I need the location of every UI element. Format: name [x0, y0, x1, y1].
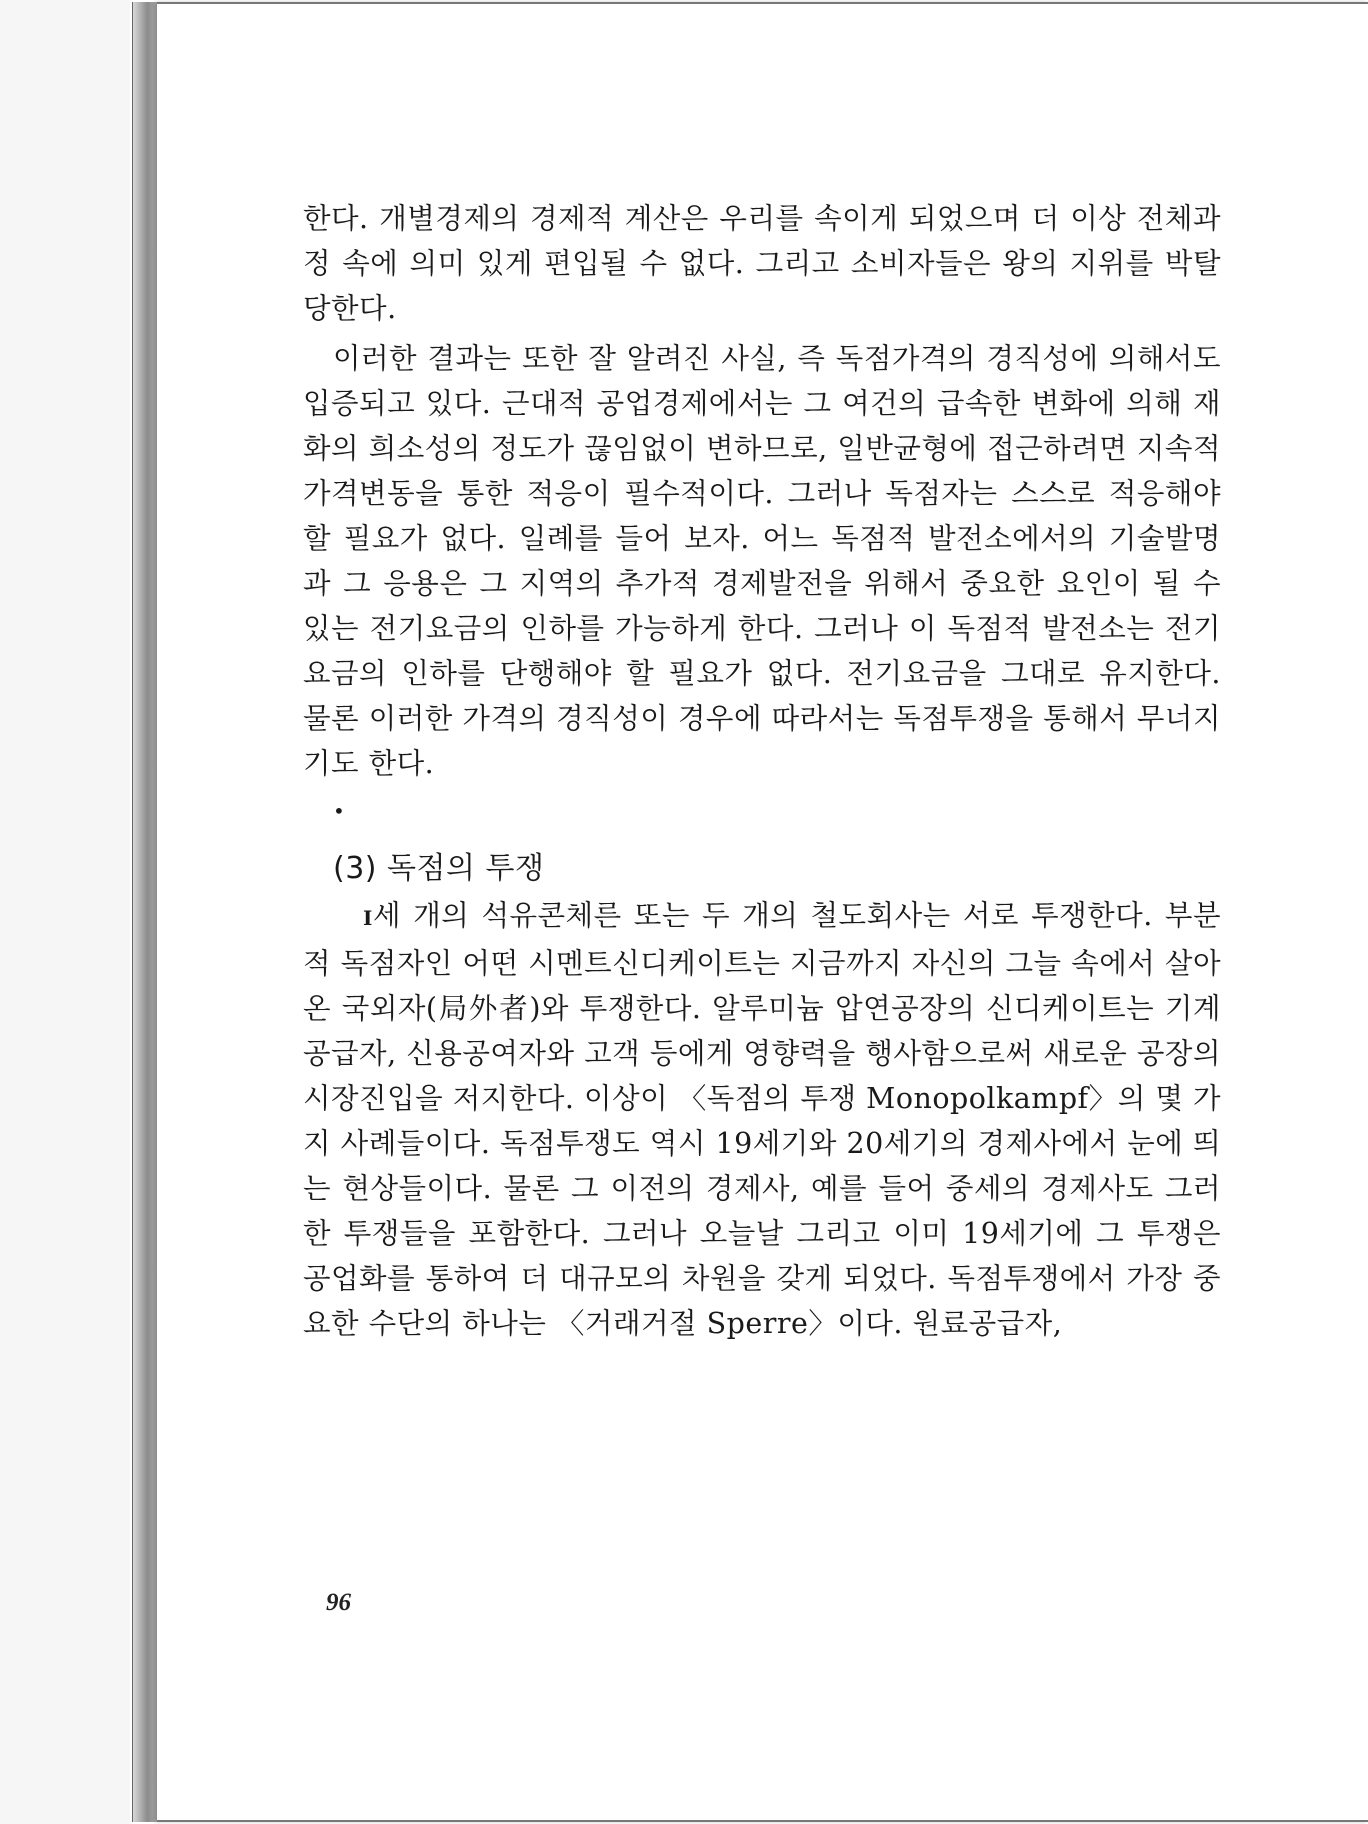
item-marker: I: [363, 906, 373, 930]
paragraph-3-text: 세 개의 석유콘체른 또는 두 개의 철도회사는 서로 투쟁한다. 부분적 독점자인 어떤 시멘트신디케이트는 지금까지 자신의 그늘 속에서 살아온 국외자(局外者)와 투쟁한다. 알루미늄 압연공장의 신디케이트는 기계공급자, 신용공여자와 고객 등에게 영향력을 행사함으로써 새로운 공장의 시장진입을 저지한다. 이상이 〈독점의 투쟁 Monopolkampf〉의 몇 가지 사례들이다. 독점투쟁도 역시 19세기와 20세기의 경제사에서 눈에 띄는 현상들이다. 물론 그 이전의 경제사, 예를 들어 중세의 경제사도 그러한 투쟁들을 포함한다. 그러나 오늘날 그리고 이미 19세기에 그 투쟁은 공업화를 통하여 더 대규모의 차원을 갖게 되었다. 독점투쟁에서 가장 중요한 수단의 하나는 〈거래거절 Sperre〉이다. 원료공급자,: [303, 899, 1221, 1340]
book-page: [157, 2, 1368, 1822]
page-body: [303, 196, 1221, 1351]
paragraph-3: [303, 893, 1221, 1346]
book-spine: [132, 2, 158, 1822]
section-heading: (3) 독점의 투쟁: [333, 851, 545, 886]
page-number: 96: [326, 1589, 351, 1616]
paragraph-1: 한다. 개별경제의 경제적 계산은 우리를 속이게 되었으며 더 이상 전체과정 속에 의미 있게 편입될 수 없다. 그리고 소비자들은 왕의 지위를 박탈당한다.: [303, 202, 1221, 325]
bullet-mark: •: [333, 799, 346, 823]
paragraph-2: 이러한 결과는 또한 잘 알려진 사실, 즉 독점가격의 경직성에 의해서도 입증되고 있다. 근대적 공업경제에서는 그 여건의 급속한 변화에 의해 재화의 희소성의 정도가 끊임없이 변하므로, 일반균형에 접근하려면 지속적 가격변동을 통한 적응이 필수적이다. 그러나 독점자는 스스로 적응해야 할 필요가 없다. 일례를 들어 보자. 어느 독점적 발전소에서의 기술발명과 그 응용은 그 지역의 추가적 경제발전을 위해서 중요한 요인이 될 수 있는 전기요금의 인하를 가능하게 한다. 그러나 이 독점적 발전소는 전기요금의 인하를 단행해야 할 필요가 없다. 전기요금을 그대로 유지한다. 물론 이러한 가격의 경직성이 경우에 따라서는 독점투쟁을 통해서 무너지기도 한다.: [303, 342, 1221, 780]
